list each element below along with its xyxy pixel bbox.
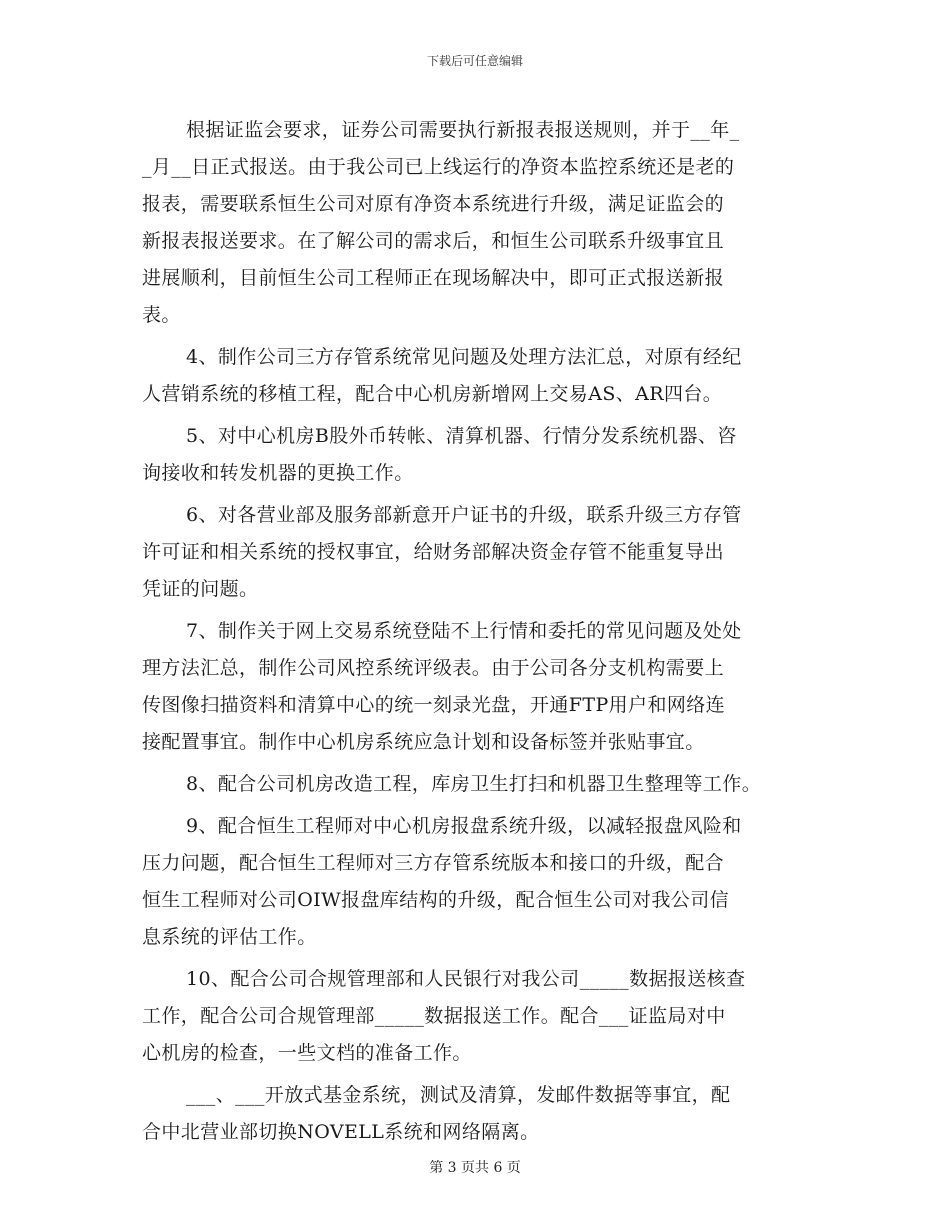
text-line: 凭证的问题。 bbox=[142, 578, 259, 600]
text-line: 9、配合恒生工程师对中心机房报盘系统升级，以减轻报盘风险和 bbox=[186, 815, 742, 837]
page-header: 下载后可任意编辑 bbox=[426, 54, 523, 68]
text-line: 表。 bbox=[142, 304, 181, 326]
paragraph-item-4 bbox=[142, 339, 822, 413]
paragraph-item-5 bbox=[142, 418, 822, 492]
text-line: 息系统的评估工作。 bbox=[142, 926, 317, 948]
text-line: 新报表报送要求。在了解公司的需求后，和恒生公司联系升级事宜且 bbox=[142, 230, 725, 252]
document-body bbox=[142, 112, 822, 1151]
paragraph-item-9 bbox=[142, 808, 822, 956]
paragraph-item-11 bbox=[142, 1077, 822, 1151]
paragraph-item-6 bbox=[142, 497, 822, 608]
text-line: 5、对中心机房B股外币转帐、清算机器、行情分发系统机器、咨 bbox=[186, 425, 737, 447]
text-line: 7、制作关于网上交易系统登陆不上行情和委托的常见问题及处处 bbox=[186, 620, 742, 642]
paragraph-intro bbox=[142, 112, 822, 334]
text-line: 压力问题，配合恒生工程师对三方存管系统版本和接口的升级，配合 bbox=[142, 852, 725, 874]
text-line: 工作，配合公司合规管理部_____数据报送工作。配合___证监局对中 bbox=[142, 1005, 726, 1027]
text-line: _月__日正式报送。由于我公司已上线运行的净资本监控系统还是老的 bbox=[142, 156, 735, 178]
text-line: 根据证监会要求，证券公司需要执行新报表报送规则，并于__年_ bbox=[186, 119, 740, 141]
page-footer: 第 3 页共 6 页 bbox=[429, 1160, 521, 1176]
text-line: 人营销系统的移植工程，配合中心机房新增网上交易AS、AR四台。 bbox=[142, 383, 723, 405]
paragraph-item-8 bbox=[142, 766, 822, 803]
text-line: 8、配合公司机房改造工程，库房卫生打扫和机器卫生整理等工作。 bbox=[186, 773, 762, 795]
text-line: ___、___开放式基金系统，测试及清算，发邮件数据等事宜，配 bbox=[186, 1084, 731, 1106]
text-line: 合中北营业部切换NOVELL系统和网络隔离。 bbox=[142, 1121, 540, 1143]
paragraph-item-7 bbox=[142, 613, 822, 761]
paragraph-item-10 bbox=[142, 961, 822, 1072]
text-line: 理方法汇总，制作公司风控系统评级表。由于公司各分支机构需要上 bbox=[142, 657, 725, 679]
text-line: 6、对各营业部及服务部新意开户证书的升级，联系升级三方存管 bbox=[186, 504, 742, 526]
text-line: 10、配合公司合规管理部和人民银行对我公司_____数据报送核查 bbox=[186, 968, 746, 990]
text-line: 询接收和转发机器的更换工作。 bbox=[142, 462, 414, 484]
text-line: 许可证和相关系统的授权事宜，给财务部解决资金存管不能重复导出 bbox=[142, 541, 725, 563]
text-line: 心机房的检查，一些文档的准备工作。 bbox=[142, 1042, 472, 1064]
text-line: 传图像扫描资料和清算中心的统一刻录光盘，开通FTP用户和网络连 bbox=[142, 694, 726, 716]
text-line: 接配置事宜。制作中心机房系统应急计划和设备标签并张贴事宜。 bbox=[142, 731, 705, 753]
text-line: 报表，需要联系恒生公司对原有净资本系统进行升级，满足证监会的 bbox=[142, 193, 725, 215]
text-line: 4、制作公司三方存管系统常见问题及处理方法汇总，对原有经纪 bbox=[186, 346, 742, 368]
text-line: 恒生工程师对公司OIW报盘库结构的升级，配合恒生公司对我公司信 bbox=[142, 889, 730, 911]
text-line: 进展顺利，目前恒生公司工程师正在现场解决中，即可正式报送新报 bbox=[142, 267, 725, 289]
